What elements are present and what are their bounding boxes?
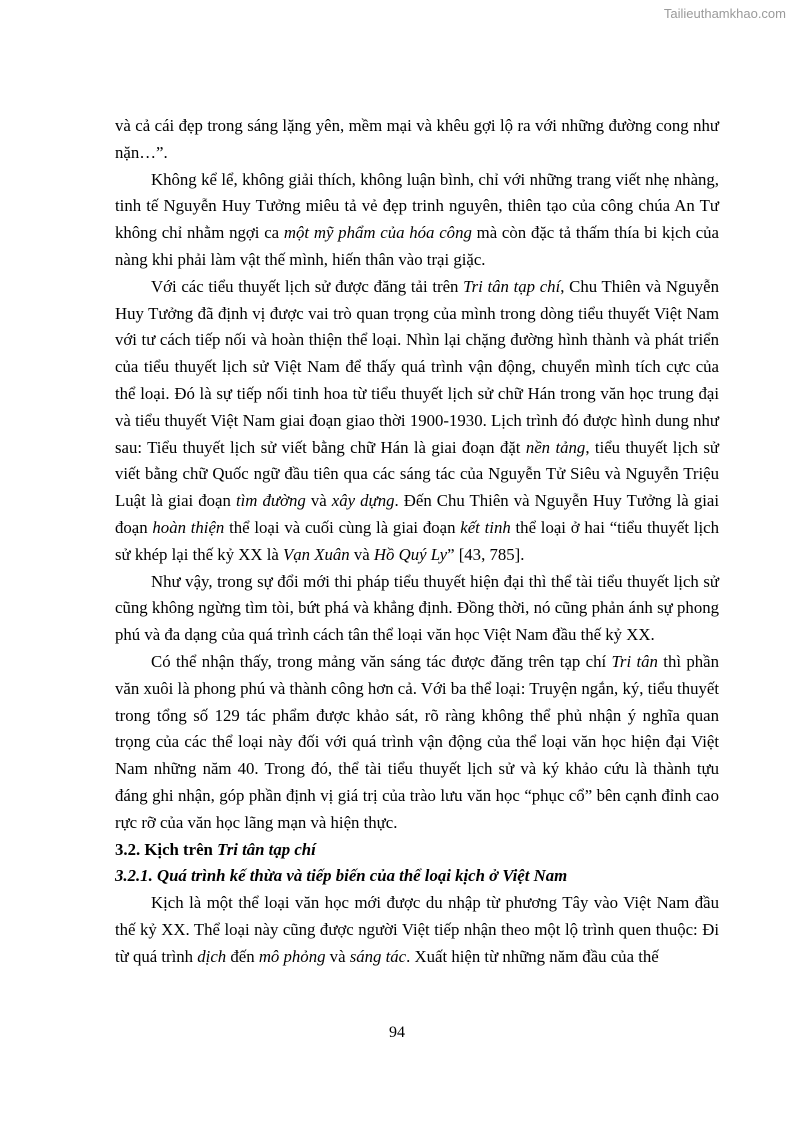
- paragraph-2: Không kể lể, không giải thích, không luận bình, chỉ với những trang viết nhẹ nhàng, tinh tế Nguyễn Huy Tưởng miêu tả vẻ đẹp trinh nguyên, thiên tạo của công chúa An Tư không chỉ nhằm ngợi ca một mỹ phẩm của hóa công mà còn đặc tả thấm thía bi kịch của nàng khi phải làm vật thế mình, hiến thân vào trại giặc.: [115, 169, 719, 269]
- document-body: [115, 113, 719, 971]
- paragraph-4: Như vậy, trong sự đổi mới thi pháp tiểu thuyết hiện đại thì thể tài tiểu thuyết lịch sử cũng không ngừng tìm tòi, bứt phá và khẳng định. Đồng thời, nó cũng phản ánh sự phong phú và đa dạng của quá trình cách tân thể loại văn học Việt Nam đầu thế kỷ XX.: [115, 571, 719, 645]
- section-heading: 3.2. Kịch trên Tri tân tạp chí: [115, 839, 316, 859]
- subsection-heading: 3.2.1. Quá trình kế thừa và tiếp biến của thể loại kịch ở Việt Nam: [115, 866, 568, 886]
- paragraph-3: Với các tiểu thuyết lịch sử được đăng tải trên Tri tân tạp chí, Chu Thiên và Nguyễn Huy Tưởng đã định vị được vai trò quan trọng của mình trong dòng tiểu thuyết Việt Nam với tư cách tiếp nối và hoàn thiện thể loại. Nhìn lại chặng đường hình thành và phát triển của tiểu thuyết lịch sử Việt Nam để thấy quá trình vận động, chuyển mình tích cực của thể loại. Đó là sự tiếp nối tinh hoa từ tiểu thuyết lịch sử chữ Hán trong văn học trung đại và tiểu thuyết Việt Nam giai đoạn giao thời 1900-1930. Lịch trình đó được hình dung như sau: Tiểu thuyết lịch sử viết bằng chữ Hán là giai đoạn đặt nền tảng, tiểu thuyết lịch sử viết bằng chữ Quốc ngữ đầu tiên qua các sáng tác của Nguyễn Tử Siêu và Nguyễn Triệu Luật là giai đoạn tìm đường và xây dựng. Đến Chu Thiên và Nguyễn Huy Tưởng là giai đoạn hoàn thiện thể loại và cuối cùng là giai đoạn kết tinh thể loại ở hai “tiểu thuyết lịch sử khép lại thế kỷ XX là Vạn Xuân và Hồ Quý Ly” [43, 785].: [115, 276, 719, 564]
- watermark: Tailieuthamkhao.com: [663, 6, 786, 21]
- paragraph-5: Có thể nhận thấy, trong mảng văn sáng tác được đăng trên tạp chí Tri tân thì phần văn xuôi là phong phú và thành công hơn cả. Với ba thể loại: Truyện ngắn, ký, tiểu thuyết trong tổng số 129 tác phẩm được khảo sát, rõ ràng không thể phủ nhận ý nghĩa quan trọng của các thể loại này đối với quá trình vận động của thể loại văn học hiện đại Việt Nam những năm 40. Trong đó, thể tài tiểu thuyết lịch sử và ký khảo cứu là thành tựu đáng ghi nhận, góp phần định vị giá trị của trào lưu văn học “phục cổ” bên cạnh đỉnh cao rực rỡ của văn học lãng mạn và hiện thực.: [115, 651, 719, 832]
- paragraph-6: Kịch là một thể loại văn học mới được du nhập từ phương Tây vào Việt Nam đầu thế kỷ XX. Thể loại này cũng được người Việt tiếp nhận theo một lộ trình quen thuộc: Đi từ quá trình dịch đến mô phỏng và sáng tác. Xuất hiện từ những năm đầu của thế: [115, 893, 719, 966]
- page-number: 94: [389, 1024, 405, 1041]
- paragraph-1: và cả cái đẹp trong sáng lặng yên, mềm mại và khêu gợi lộ ra với những đường cong như nặn…”.: [115, 116, 719, 162]
